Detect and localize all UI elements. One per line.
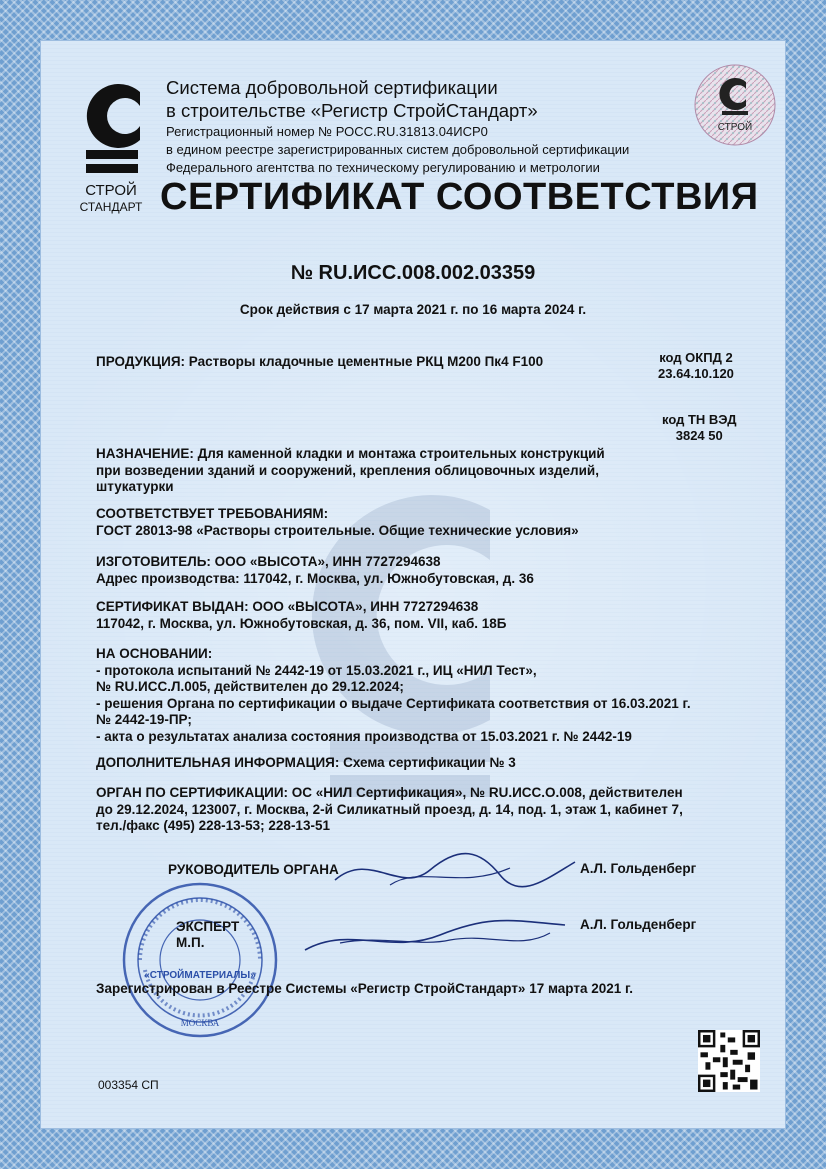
system-line-1: Система добровольной сертификации: [166, 77, 498, 98]
basis-block: [96, 646, 691, 745]
okpd-label: код ОКПД 2: [659, 350, 733, 365]
basis-line-3: № RU.ИСС.Л.005, действителен до 29.12.2024;: [96, 679, 404, 694]
purpose-block: [96, 446, 605, 496]
registry-line: Зарегистрирован в Реестре Системы «Регистр СтройСтандарт» 17 марта 2021 г.: [96, 981, 634, 996]
purpose-line-1: НАЗНАЧЕНИЕ: Для каменной кладки и монтажа строительных конструкций: [96, 446, 605, 461]
reg-line-2: в едином реестре зарегистрированных систем добровольной сертификации: [166, 142, 630, 157]
serial-number: 003354 СП: [98, 1078, 159, 1092]
expert-signature: [300, 905, 570, 965]
organ-block: [96, 785, 683, 835]
logo-c-icon: [78, 78, 144, 178]
validity-period: Срок действия с 17 марта 2021 г. по 16 марта 2024 г.: [239, 302, 587, 317]
requirements-line-2: ГОСТ 28013-98 «Растворы строительные. Общие технические условия»: [96, 522, 579, 538]
manufacturer-block: [96, 554, 534, 587]
purpose-line-2: при возведении зданий и сооружений, крепления облицовочных изделий,: [96, 462, 599, 478]
basis-line-1: НА ОСНОВАНИИ:: [96, 646, 213, 661]
manufacturer-line-1: ИЗГОТОВИТЕЛЬ: ООО «ВЫСОТА», ИНН 7727294638: [96, 554, 441, 569]
issued-line-1: СЕРТИФИКАТ ВЫДАН: ООО «ВЫСОТА», ИНН 7727294638: [96, 599, 479, 614]
requirements-block: [96, 506, 579, 539]
qr-code-icon: [698, 1030, 760, 1092]
registration-info: [166, 123, 629, 177]
organ-line-2: до 29.12.2024, 123007, г. Москва, 2-й Силикатный проезд, д. 14, под. 1, этаж 1, кабинет 7,: [96, 801, 683, 817]
hologram-text: СТРОЙ: [717, 122, 753, 133]
stamp-center-text: «СТРОЙМАТЕРИАЛЫ»: [144, 970, 256, 981]
organ-line-3: тел./факс (495) 228-13-53; 228-13-51: [96, 818, 330, 833]
logo: [78, 78, 144, 215]
document-title: СЕРТИФИКАТ СООТВЕТСТВИЯ: [160, 176, 759, 218]
manufacturer-line-2: Адрес производства: 117042, г. Москва, ул. Южнобутовская, д. 36: [96, 570, 534, 586]
basis-line-2: - протокола испытаний № 2442-19 от 15.03.2021 г., ИЦ «НИЛ Тест»,: [96, 662, 537, 678]
expert-label: ЭКСПЕРТ: [176, 919, 240, 934]
basis-line-5: № 2442-19-ПР;: [96, 712, 192, 727]
certificate-number: № RU.ИСС.008.002.03359: [290, 262, 536, 284]
okpd-code: [658, 350, 734, 382]
tnved-value: 3824 50: [675, 428, 723, 443]
organ-line-1: ОРГАН ПО СЕРТИФИКАЦИИ: ОС «НИЛ Сертификация», № RU.ИСС.О.008, действителен: [96, 785, 683, 800]
requirements-line-1: СООТВЕТСТВУЕТ ТРЕБОВАНИЯМ:: [96, 506, 329, 521]
logo-text-standart: СТАНДАРТ: [79, 200, 143, 214]
head-name: А.Л. Гольденберг: [580, 861, 697, 876]
product-line: ПРОДУКЦИЯ: Растворы кладочные цементные РКЦ М200 Пк4 F100: [96, 354, 544, 369]
reg-line-3: Федерального агентства по техническому регулированию и метрологии: [166, 160, 600, 175]
additional-info: ДОПОЛНИТЕЛЬНАЯ ИНФОРМАЦИЯ: Схема сертификации № 3: [96, 755, 516, 770]
mp-label: М.П.: [176, 935, 205, 950]
stamp-bottom-text: МОСКВА: [180, 1018, 220, 1028]
tnved-label: код ТН ВЭД: [662, 412, 737, 427]
head-signature: [330, 840, 580, 900]
hologram-sticker: [694, 64, 776, 146]
tnved-code: [662, 412, 736, 444]
issued-line-2: 117042, г. Москва, ул. Южнобутовская, д. 36, пом. VII, каб. 18Б: [96, 615, 507, 631]
purpose-line-3: штукатурки: [96, 479, 174, 494]
okpd-value: 23.64.10.120: [658, 366, 734, 381]
head-label: РУКОВОДИТЕЛЬ ОРГАНА: [168, 862, 339, 877]
reg-line-1: Регистрационный номер № РОСС.RU.31813.04ИСР0: [166, 124, 488, 139]
system-name: [166, 76, 538, 122]
system-line-2: в строительстве «Регистр СтройСтандарт»: [166, 100, 538, 121]
basis-line-4: - решения Органа по сертификации о выдаче Сертификата соответствия от 16.03.2021 г.: [96, 695, 691, 711]
issued-block: [96, 599, 507, 632]
expert-name: А.Л. Гольденберг: [580, 917, 697, 932]
basis-line-6: - акта о результатах анализа состояния производства от 15.03.2021 г. № 2442-19: [96, 728, 632, 744]
logo-text-stroy: СТРОЙ: [85, 182, 137, 199]
organization-stamp: [120, 880, 280, 1040]
